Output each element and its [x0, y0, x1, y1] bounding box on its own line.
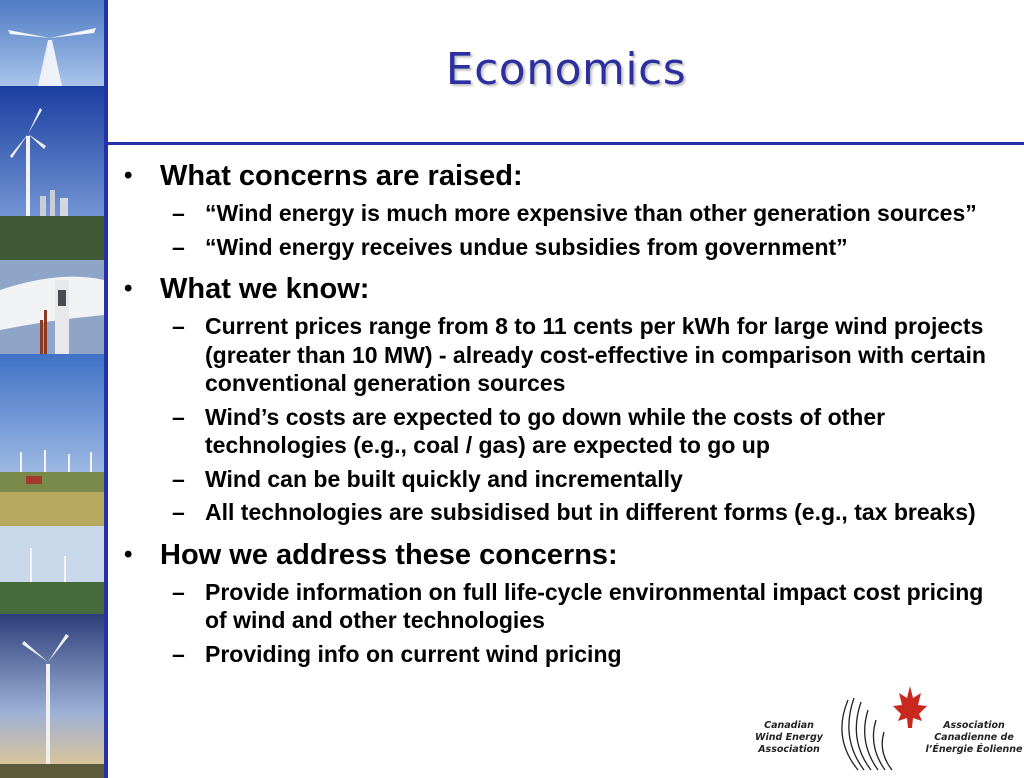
- logo-french-text: Association Canadienne de l’Énergie Éolienne: [925, 720, 1023, 755]
- logo-english-text: Canadian Wind Energy Association: [755, 720, 823, 755]
- list-item: – “Wind energy is much more expensive than other generation sources”: [172, 200, 977, 226]
- list-item: – “Wind energy receives undue subsidies from government”: [172, 233, 848, 260]
- bullet-marker: •: [124, 275, 133, 302]
- wind-swirl-maple-leaf-icon: [828, 680, 928, 776]
- section-heading-know: • What we know:: [124, 273, 370, 305]
- title-divider: [108, 142, 1024, 145]
- list-item: – All technologies are subsidised but in different forms (e.g., tax breaks): [172, 499, 976, 525]
- list-item: – Provide information on full life-cycle environmental impact cost pricing of wind and other technologies: [172, 578, 984, 633]
- forest-turbines-photo: [0, 526, 104, 614]
- slide-title: Economics: [445, 44, 687, 95]
- slide-body: [120, 158, 1010, 668]
- section-heading-address: • How we address these concerns:: [124, 538, 618, 571]
- list-item: – Wind can be built quickly and incrementally: [172, 465, 683, 492]
- farm-turbines-photo: [0, 354, 104, 526]
- list-item: – Wind’s costs are expected to go down while the costs of other technologies (e.g., coal / gas) are expected to go up: [172, 403, 886, 458]
- city-turbine-photo: [0, 86, 104, 260]
- sunset-turbines-photo: [0, 614, 104, 778]
- bullet-marker: •: [124, 540, 133, 568]
- list-item: – Providing info on current wind pricing: [172, 640, 622, 667]
- list-item: – Current prices range from 8 to 11 cents per kWh for large wind projects (greater than 10 MW) - already cost-effective in comparison with certain conventional generation sources: [172, 313, 986, 396]
- section-heading-concerns: • What concerns are raised:: [124, 160, 523, 192]
- turbine-worker-photo: [0, 260, 104, 354]
- bullet-marker: •: [124, 162, 133, 189]
- turbine-sky-photo: [0, 0, 104, 86]
- canwea-logo: [748, 680, 1024, 778]
- strip-border: [104, 0, 108, 778]
- photo-strip: [0, 0, 104, 778]
